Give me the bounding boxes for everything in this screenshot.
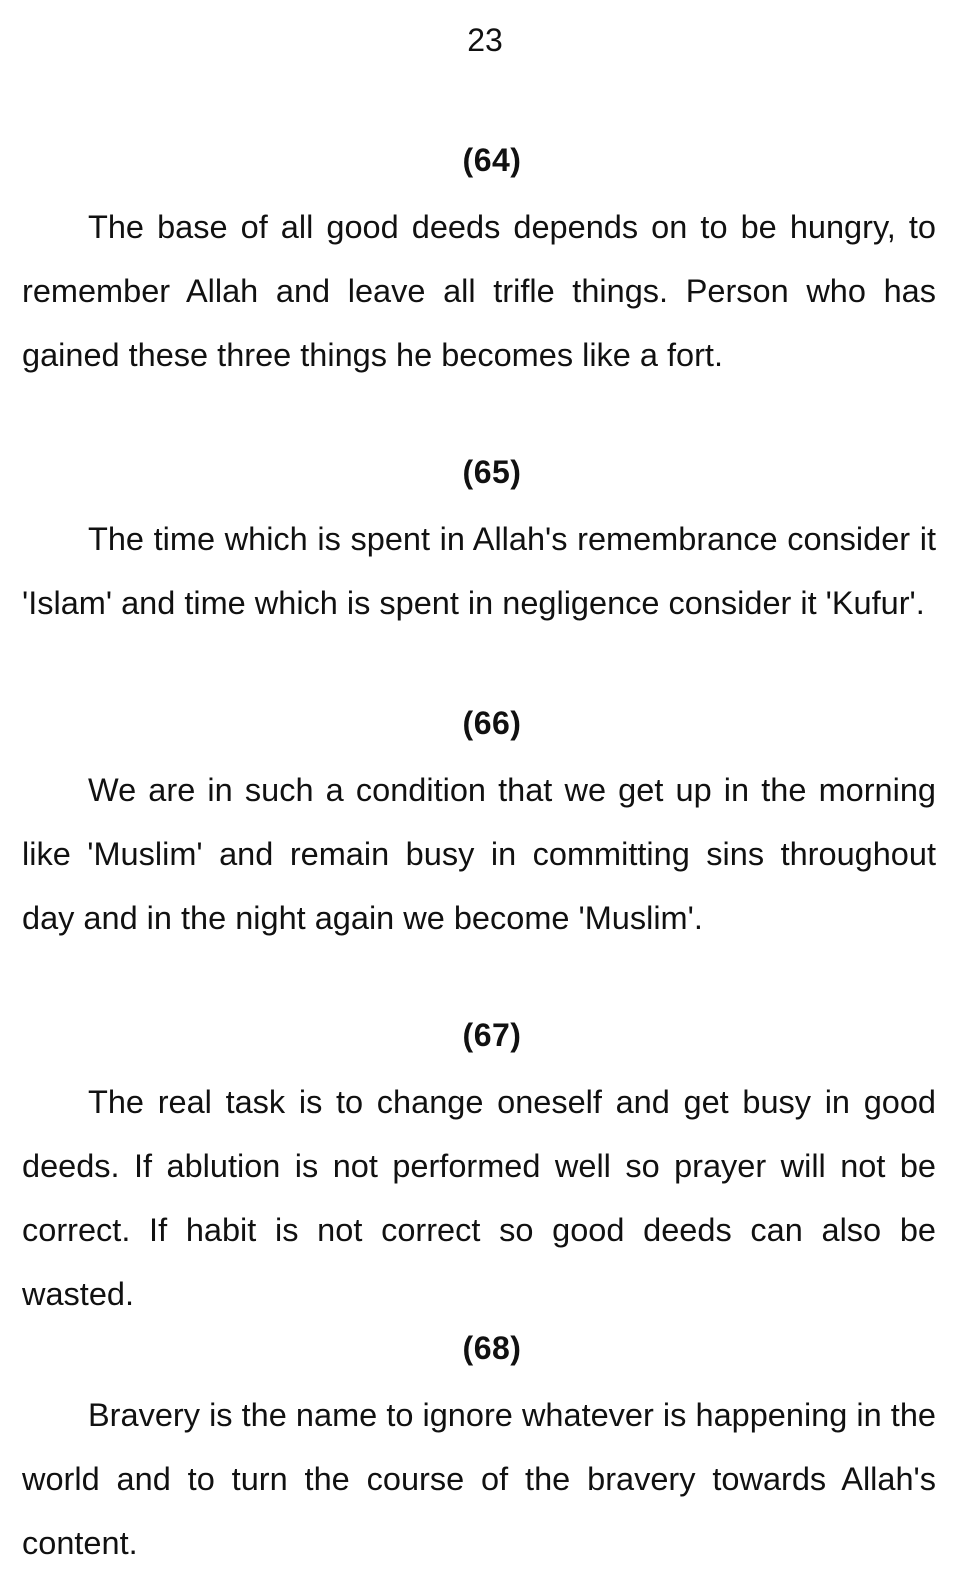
saying-text: Bravery is the name to ignore whatever is happening in the world and to turn the course of the bravery towards Allah's content. bbox=[22, 1397, 936, 1561]
saying-text: The time which is spent in Allah's remembrance consider it 'Islam' and time which is spent in negligence consider it 'Kufur'. bbox=[22, 521, 936, 621]
saying-number: (67) bbox=[462, 1017, 522, 1053]
saying-text: The real task is to change oneself and get busy in good deeds. If ablution is not performed well so prayer will not be correct. If habit is not correct so good deeds can also be wasted. bbox=[22, 1084, 936, 1312]
saying-65 bbox=[22, 454, 936, 635]
page-number: 23 bbox=[467, 22, 503, 58]
saying-number: (64) bbox=[462, 142, 522, 178]
saying-text: We are in such a condition that we get up in the morning like 'Muslim' and remain busy in committing sins throughout day and in the night again we become 'Muslim'. bbox=[22, 772, 936, 936]
saying-text: The base of all good deeds depends on to be hungry, to remember Allah and leave all trifle things. Person who has gained these three things he becomes like a fort. bbox=[22, 209, 936, 373]
saying-64 bbox=[22, 142, 936, 387]
saying-number: (66) bbox=[462, 705, 522, 741]
saying-67 bbox=[22, 1017, 936, 1326]
saying-number: (68) bbox=[462, 1330, 522, 1366]
saying-68 bbox=[22, 1330, 936, 1575]
saying-number: (65) bbox=[462, 454, 522, 490]
saying-66 bbox=[22, 705, 936, 950]
